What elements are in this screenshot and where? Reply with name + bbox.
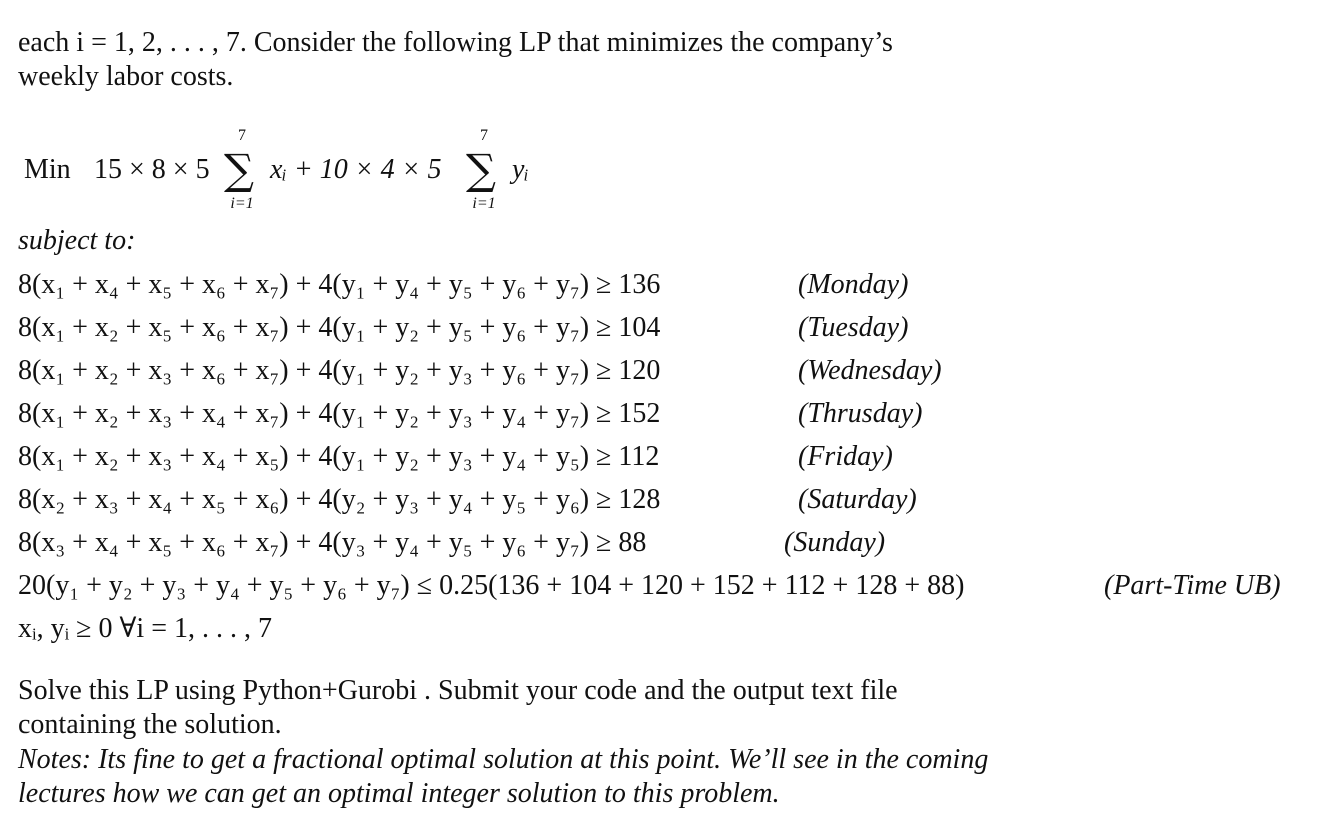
constraint-thursday: 8(x₁ + x₂ + x₃ + x₄ + x₇) + 4(y₁ + y₂ + y₃ + y₄ + y₇) ≥ 152 <box>18 398 661 429</box>
objective-min-label: Min <box>24 154 71 185</box>
objective-sum2-body: yᵢ <box>512 154 529 185</box>
notes-line-1: Notes: Its fine to get a fractional optimal solution at this point. We’ll see in the coming <box>18 744 989 775</box>
constraint-sunday: 8(x₃ + x₄ + x₅ + x₆ + x₇) + 4(y₃ + y₄ + y₅ + y₆ + y₇) ≥ 88 <box>18 527 647 558</box>
summation-1-lower: i=1 <box>230 195 254 212</box>
constraint-label-tuesday: (Tuesday) <box>798 312 909 343</box>
summation-2-upper: 7 <box>480 127 488 144</box>
objective-sum1-body: xᵢ + 10 × 4 × 5 <box>270 154 442 185</box>
constraint-part-time-ub: 20(y₁ + y₂ + y₃ + y₄ + y₅ + y₆ + y₇) ≤ 0.25(136 + 104 + 120 + 152 + 112 + 128 + 88) <box>18 570 965 601</box>
summation-1 <box>220 128 264 214</box>
constraint-label-sunday: (Sunday) <box>784 527 886 558</box>
notes-line-2: lectures how we can get an optimal integer solution to this problem. <box>18 778 780 809</box>
intro-line-2: weekly labor costs. <box>18 61 234 92</box>
constraint-tuesday: 8(x₁ + x₂ + x₅ + x₆ + x₇) + 4(y₁ + y₂ + y₅ + y₆ + y₇) ≥ 104 <box>18 312 661 343</box>
sigma-symbol: ∑ <box>224 145 254 194</box>
constraint-label-wednesday: (Wednesday) <box>798 355 942 386</box>
constraint-monday: 8(x₁ + x₄ + x₅ + x₆ + x₇) + 4(y₁ + y₄ + y₅ + y₆ + y₇) ≥ 136 <box>18 269 661 300</box>
instructions-line-2: containing the solution. <box>18 709 282 740</box>
sigma-symbol: ∑ <box>466 145 496 194</box>
intro-line-1: each i = 1, 2, . . . , 7. Consider the following LP that minimizes the company’s <box>18 27 893 58</box>
objective-term1-coef: 15 × 8 × 5 <box>94 154 210 185</box>
constraint-label-part-time-ub: (Part-Time UB) <box>1104 570 1281 601</box>
constraint-saturday: 8(x₂ + x₃ + x₄ + x₅ + x₆) + 4(y₂ + y₃ + y₄ + y₅ + y₆) ≥ 128 <box>18 484 661 515</box>
subject-to-heading: subject to: <box>18 225 136 256</box>
constraint-label-monday: (Monday) <box>798 269 909 300</box>
constraint-label-friday: (Friday) <box>798 441 893 472</box>
constraint-nonnegativity: xᵢ, yᵢ ≥ 0 ∀i = 1, . . . , 7 <box>18 613 272 644</box>
constraint-label-saturday: (Saturday) <box>798 484 917 515</box>
summation-2 <box>462 128 506 214</box>
instructions-line-1: Solve this LP using Python+Gurobi . Submit your code and the output text file <box>18 675 898 706</box>
constraint-label-thursday: (Thrusday) <box>798 398 923 429</box>
constraint-wednesday: 8(x₁ + x₂ + x₃ + x₆ + x₇) + 4(y₁ + y₂ + y₃ + y₆ + y₇) ≥ 120 <box>18 355 661 386</box>
summation-2-lower: i=1 <box>472 195 496 212</box>
summation-1-upper: 7 <box>238 127 246 144</box>
constraint-friday: 8(x₁ + x₂ + x₃ + x₄ + x₅) + 4(y₁ + y₂ + y₃ + y₄ + y₅) ≥ 112 <box>18 441 660 472</box>
